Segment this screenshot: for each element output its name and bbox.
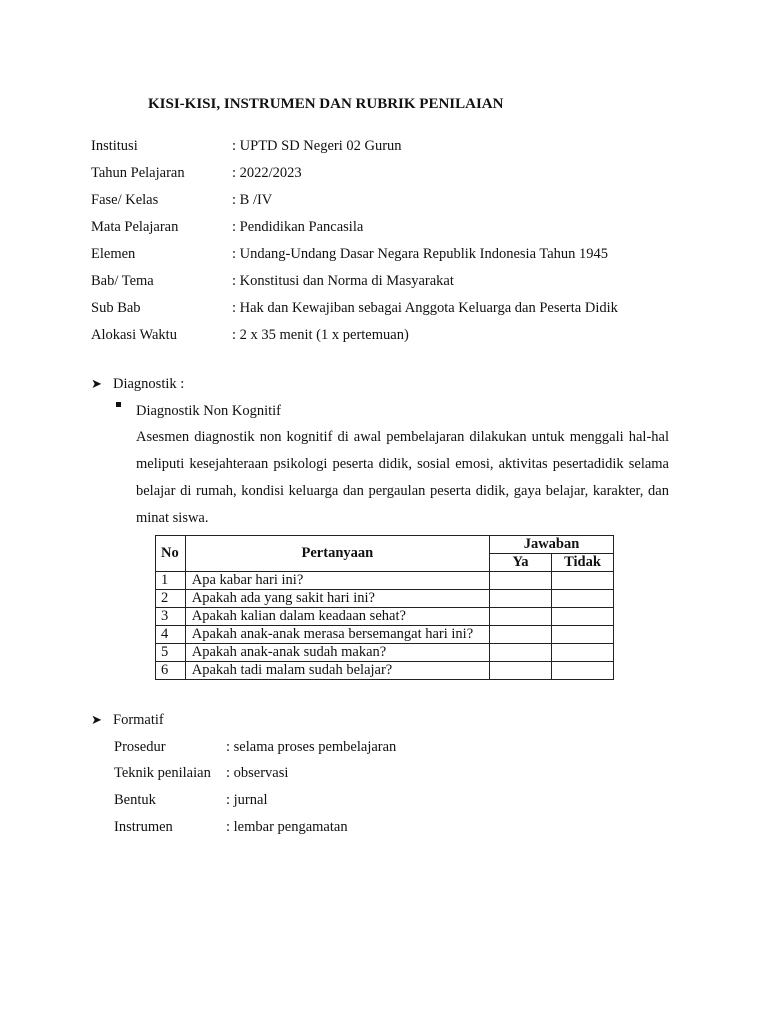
answer-tidak-cell[interactable] <box>552 662 614 680</box>
header-yes: Ya <box>490 554 552 572</box>
row-number: 1 <box>156 572 186 590</box>
info-value: : B /IV <box>232 192 273 208</box>
info-label: Mata Pelajaran <box>91 219 179 235</box>
row-number: 4 <box>156 626 186 644</box>
answer-yes-cell[interactable] <box>490 662 552 680</box>
formatif-label: Prosedur <box>114 739 166 755</box>
info-label: Institusi <box>91 138 138 154</box>
answer-tidak-cell[interactable] <box>552 644 614 662</box>
header-no: No <box>156 536 186 572</box>
header-question: Pertanyaan <box>185 536 489 572</box>
info-label: Elemen <box>91 246 136 262</box>
diagnostik-heading: Diagnostik : <box>113 376 185 392</box>
info-label: Alokasi Waktu <box>91 327 177 343</box>
info-label: Bab/ Tema <box>91 273 154 289</box>
row-question: Apakah ada yang sakit hari ini? <box>185 590 489 608</box>
info-label: Tahun Pelajaran <box>91 165 185 181</box>
diagnostik-paragraph: Asesmen diagnostik non kognitif di awal pembelajaran dilakukan untuk menggali hal-hal meliputi kesejahteraan psikologi peserta didik, sosial emosi, aktivitas pesertadidik selama belajar di rumah, kondisi keluarga dan pergaulan peserta didik, gaya belajar, karakter, dan minat siswa. <box>136 429 669 526</box>
document-title: KISI-KISI, INSTRUMEN DAN RUBRIK PENILAIAN <box>148 96 504 112</box>
answer-yes-cell[interactable] <box>490 590 552 608</box>
table-row <box>156 626 614 644</box>
row-number: 3 <box>156 608 186 626</box>
info-value: : Pendidikan Pancasila <box>232 219 364 235</box>
formatif-value: : observasi <box>226 765 289 781</box>
answer-tidak-cell[interactable] <box>552 626 614 644</box>
square-bullet-icon <box>116 402 121 407</box>
info-value: : Hak dan Kewajiban sebagai Anggota Keluarga dan Peserta Didik <box>232 300 618 316</box>
row-number: 2 <box>156 590 186 608</box>
info-value: : Konstitusi dan Norma di Masyarakat <box>232 273 454 289</box>
formatif-heading: Formatif <box>113 712 164 728</box>
row-number: 5 <box>156 644 186 662</box>
answer-yes-cell[interactable] <box>490 608 552 626</box>
answer-tidak-cell[interactable] <box>552 590 614 608</box>
diagnostik-subheading: Diagnostik Non Kognitif <box>136 403 281 419</box>
header-tidak: Tidak <box>552 554 614 572</box>
formatif-value: : selama proses pembelajaran <box>226 739 397 755</box>
table-row <box>156 644 614 662</box>
table-row <box>156 662 614 680</box>
answer-yes-cell[interactable] <box>490 626 552 644</box>
info-label: Fase/ Kelas <box>91 192 159 208</box>
row-number: 6 <box>156 662 186 680</box>
answer-yes-cell[interactable] <box>490 572 552 590</box>
formatif-value: : jurnal <box>226 792 268 808</box>
info-value: : 2 x 35 menit (1 x pertemuan) <box>232 327 409 343</box>
row-question: Apa kabar hari ini? <box>185 572 489 590</box>
row-question: Apakah kalian dalam keadaan sehat? <box>185 608 489 626</box>
row-question: Apakah anak-anak sudah makan? <box>185 644 489 662</box>
question-table <box>155 535 614 680</box>
table-row <box>156 608 614 626</box>
formatif-label: Teknik penilaian <box>114 765 211 781</box>
info-value: : Undang-Undang Dasar Negara Republik Indonesia Tahun 1945 <box>232 246 609 262</box>
answer-tidak-cell[interactable] <box>552 608 614 626</box>
info-value: : UPTD SD Negeri 02 Gurun <box>232 138 402 154</box>
arrow-bullet-icon: ➤ <box>91 712 102 727</box>
answer-yes-cell[interactable] <box>490 644 552 662</box>
row-question: Apakah anak-anak merasa bersemangat hari ini? <box>185 626 489 644</box>
arrow-bullet-icon: ➤ <box>91 376 102 391</box>
row-question: Apakah tadi malam sudah belajar? <box>185 662 489 680</box>
answer-tidak-cell[interactable] <box>552 572 614 590</box>
formatif-label: Instrumen <box>114 819 173 835</box>
info-value: : 2022/2023 <box>232 165 302 181</box>
info-label: Sub Bab <box>91 300 141 316</box>
formatif-value: : lembar pengamatan <box>226 819 348 835</box>
formatif-label: Bentuk <box>114 792 156 808</box>
table-row <box>156 590 614 608</box>
header-answer: Jawaban <box>490 536 614 554</box>
table-row <box>156 572 614 590</box>
